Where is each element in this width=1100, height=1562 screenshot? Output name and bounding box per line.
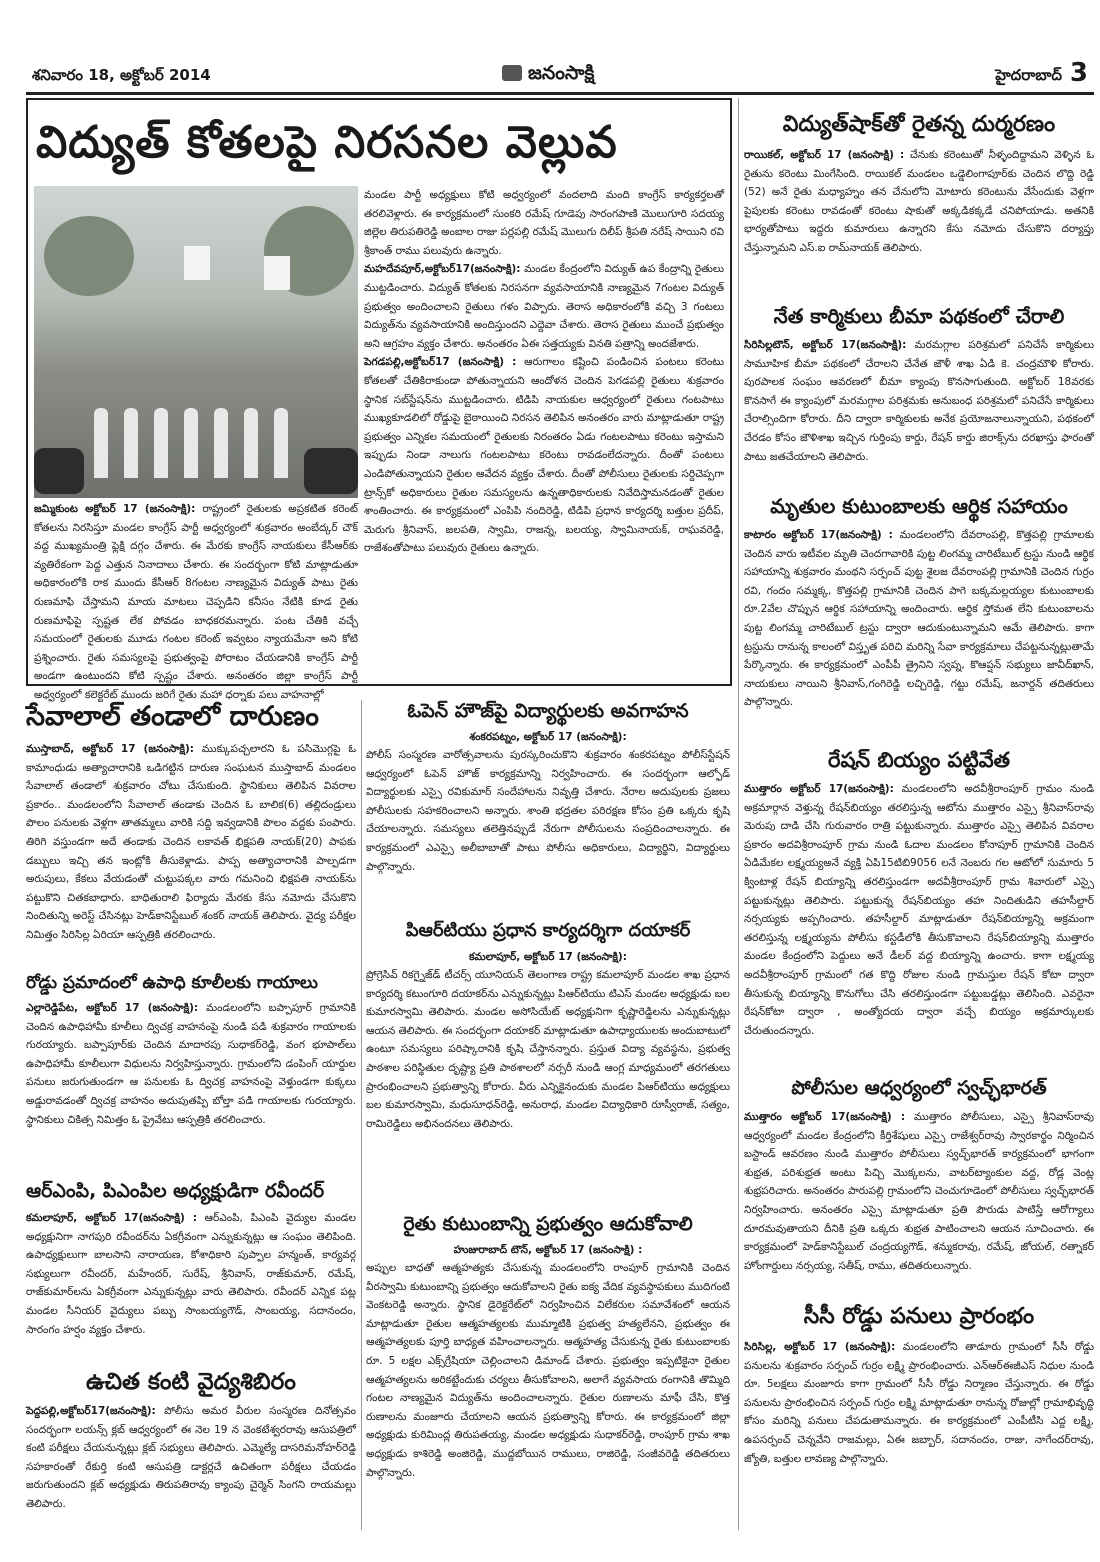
dateline: ముస్తాబాద్‌, అక్టోబర్‌ 17 (జనంసాక్షి):	[26, 743, 195, 755]
issue-date: శనివారం 18, అక్టోబర్‌ 2014	[32, 66, 211, 84]
story-headline: రేషన్‌ బియ్యం పట్టివేత	[828, 748, 1010, 772]
lead-box-left	[26, 98, 28, 686]
logo-icon	[502, 65, 522, 81]
column-rule	[738, 98, 739, 1530]
story-text: మండల పార్టీ అధ్యక్షులు కోటి అధ్వర్యంలో వందలాది మంది కాంగ్రేస్‌ కార్యకర్తలతో తరలివెళ్లారు. ఈ కార్యక్రమంలో సుంకరి రమేష్‌ గూడెపు సారంగపాణి మొలుగూరి సదయ్య జిల్లెల తిరుపతిరెడ్డి అంబాల రాజు పర్లపల్లి రమేష్‌ మొలుగు దిలీప్‌ శ్రీపతి నరేష్‌ సాయిని రవి శ్రీకాంత్‌ రాము పలువురు ఉన్నారు.	[364, 189, 724, 257]
story-text: పోలీస్‌ సంస్మరణ వారోత్సవాలను పురస్కరించుకొని శుక్రవారం శంకరపట్నం పోలీస్‌స్టేషన్‌ ఆధ్వర్యంలో ఓపెన్‌ హౌజ్‌ కార్యక్రమాన్ని నిర్వహించారు. ఈ సందర్భంగా ఆల్ఫోడ్‌ విద్యార్థులకు ఎస్సై రవికుమార్‌ సందేహాలను నివృత్తి చేశారు. నేరాల అదుపులకు ప్రజలు పోలీసులకు సహకరించాలని అన్నారు. శాంతి భద్రతల పరిరక్షణ కోసం ప్రతి ఒక్కరు కృషి చేయాలన్నారు. సమస్యలు తలెత్తినప్పుడే నేరుగా పోలీసులను సంప్రదించాలన్నారు. ఈ కార్యక్రమంలో ఎఎస్సై అలీబాబాతో పాటు పోలీసు అధికారులు, విద్యార్థిని, విద్యార్థులు పాల్గొన్నారు.	[366, 749, 730, 873]
lead-story-col2	[364, 186, 724, 682]
story-text: ఆరుగాలం కష్టించి పండించిన పంటలు కరెంటు కోతలతో చేతికిరాకుండా పోతున్నాయని ఆందోళన చెందిన పెగడపల్లి రైతులు శుక్రవారం స్థానిక సబ్‌స్టేషన్‌ను ముట్టడించారు. టిడిపి నాయకుల ఆధ్వర్యంలో రైతులు గంటపాటు ముఖ్యకూడలిలో రోడ్డుపై బైఠాయించి నిరసన తెలిపిన అనంతరం వారు మాట్లాడుతూ రాష్ట్ర ప్రభుత్వం ఎన్నికల సమయంలో రైతులకు నిరంతరం ఏడు గంటలపాటు కరెంటు ఇస్తామని ఇప్పుడు నిండా నాలుగు గంటలపాటు కరెంటు రావడంలేదన్నారు. దీంతో పంటలు ఎండిపోతున్నాయని రైతుల ఆవేదన వ్యక్తం చేశారు. దీంతో పోలీసులు రైతులకు సర్దిచెప్పగా ట్రాన్స్‌కో అధికారులు రైతుల సమస్యలను ఉన్నతాధికారులకు నివేదిస్తామనడంతో రైతుల శాంతించారు. ఈ కార్యక్రమంలో ఎంపిపి నందిరెడ్డి, టిడిపి ప్రధాన కార్యదర్శి బత్తుల ప్రదీప్‌, మెరుగు శ్రీనివాస్‌, జలపతి, స్వామి, రాజన్న, బలయ్య, స్వామినాయక్‌, రాఘవరెడ్డి, రాజేశంతోపాటు పలువురు రైతులు ఉన్నారు.	[364, 356, 725, 555]
lead-box-right	[730, 98, 732, 686]
dateline: జమ్మికుంట అక్టోబర్‌ 17 (జనంసాక్షి):	[34, 503, 196, 515]
dateline: ముత్తారం అక్టోబర్‌ 17(జనంసాక్షి) :	[744, 1111, 906, 1123]
story-text: రాష్ట్రంలో రైతులకు అప్రకటిత కరెంట్‌ కోతలను నిరసిస్తూ మండల కాంగ్రేస్‌ పార్టీ అధ్వర్యంలో శుక్రవారం అంబేద్కర్‌ చౌక్‌ వద్ద ముఖ్యమంత్రి ఫ్లెక్షి దగ్గం చేశారు. ఈ మేరకు కాంగ్రేస్‌ నాయకులు కేసీఆర్‌కు వ్యతిరేకంగా పెద్ద ఎత్తున నినాదాలు చేశారు. ఈ సందర్బంగా కోటి మాట్లాడుతూ అధికారంలోకి రాక ముందు కేసీఆర్‌ 8గంటల నాణ్యమైన విద్యుత్‌ పాటు రైతు రుణమాఫి చేస్తామని మాయ మాటలు చెప్పడిని కనీసం నేటికి కూడ రైతు రుణమాఫిపై స్పష్టత లేక పోవడం బాధకరమన్నారు. పంట చేతికి వచ్చే సమయంలో రైతులకు మూడు గంటల కరెంట్‌ ఇవ్వటం న్యాయమేనా అని కోటి ప్రశ్నించారు. రైతు సమస్యలపై ప్రభుత్వంపై పోరాటం చేయడానికి కాంగ్రేస్‌ పార్టీ అండగా ఉంటుందని కోటి స్పష్టం చేశారు. అనంతరం జిల్లా కాంగ్రేస్‌ పార్టీ అధ్వర్యంలో కలెక్టరేట్‌ ముందు జరిగే రైతు మహా ధర్నాకు పలు వాహనాల్లో	[34, 503, 358, 701]
story-headline: ఉచిత కంటి వైద్యశిబిరం	[86, 1369, 296, 1395]
dateline: ముత్తారం అక్టోబర్‌ 17(జనంసాక్షి):	[744, 783, 894, 795]
dateline: శంకరపట్నం, అక్టోబర్‌ 17 (జనంసాక్షి):	[469, 731, 627, 743]
column-rule	[361, 700, 362, 1530]
dateline: హుజురాబాద్‌ టౌన్‌, అక్టోబర్‌ 17 (జనంసాక్షి) :	[453, 1244, 643, 1256]
story-text: మండలంలోని అదవీశ్రీరాంపూర్‌ గ్రామం నుండి అక్రమార్గాన వెళ్తున్న రేషన్‌బియ్యం తరలిస్తున్న ఆటోను ముత్తారం ఎస్సై శ్రీనివాస్‌రావు మెరుపు దాడి చేసి గురువారం రాత్రి పట్టుకున్నారు. ముత్తారం ఎస్సై తెలిపిన వివరాల ప్రకారం అదవిశ్రీరాంపూర్‌ గ్రామ నుండి ఓదాల మండలం కోనాపూర్‌ గ్రామానికి చెందిన ఏడిమేకల లక్ష్మయ్యఅనే వ్యక్తి ఏపి15టిబి9056 లనే నెంబరు గల ఆటోలో సుమారు 5 క్వింటాళ్ల రేషన్‌ బియ్యాన్ని తరలిస్తుండగా అదవీశ్రీరాంపూర్‌ గ్రామ శివారులో ఎస్సై పట్టుకున్నట్లు తెలిపారు. పట్టుకున్న రేషన్‌బియ్యం తహ నిందితుడిని తహసీల్దార్‌ నర్సయ్యకు అప్పగించారు. తహసీల్దార్‌ మాట్లాడుతూ రేషన్‌బియ్యాన్ని అక్రమంగా తరలిస్తున్న లక్ష్మయ్యను పోలీసు కస్టడీలోకి తీసుకొవాలని రేషన్‌బియ్యాన్ని ముత్తారం మండల కేంద్రంలోని పెద్దులు అనే డీలర్‌ వద్ద బియ్యాన్ని ఉంచారు. కాగా లక్ష్మయ్య అదవీశ్రీరాంపూర్‌ గ్రామంలో గత కొద్ది రోజుల నుండి గ్రామస్తుల రేషన్‌ కోటా ద్వారా తీసుకున్న బియ్యాన్ని కొనుగోలు చేసి తరలిస్తుండగా పట్టుబడ్డట్లు తెలిసింది. ఎవరైనా రేషన్‌కోటా ద్వారా , అంత్యోదయ ద్వారా వచ్చే బియ్యం అక్రమార్కులకు చేరుతుందన్నారు.	[744, 783, 1094, 1037]
dateline: పెగడపల్లి,అక్టోబర్‌17 (జనంసాక్షి) :	[364, 356, 517, 369]
lead-box-top	[26, 98, 732, 100]
masthead-logo	[502, 62, 594, 89]
story-headline: ఆర్‌ఎంపి, పిఎంపిల అధ్యక్షుడిగా రవీందర్‌	[26, 1180, 325, 1202]
middle-column	[366, 694, 730, 1530]
story-text: మండల కేంద్రంలోని విద్యుత్‌ ఉప కేంద్రాన్ని రైతులు ముట్టడించారు. విద్యుత్‌ కోతలకు నిరసనగా వ్యవసాయానికి నాణ్యమైన 7గంటల విద్యుత్‌ ప్రభుత్వం అందించాలని రైతులు గళం విప్పారు. తెరాస అధికారంలోకి వచ్చి 3 గంటలు విద్యుత్‌ను వ్యవసాయానికి అందిస్తుందని ఎద్దెవా చేశారు. తెరాస రైతులు ముంచే ప్రభుత్వం అని ఆగ్రహం వ్యక్తం చేశారు. అనంతరం ఏఈ సత్తయ్యకు వినతి పత్రాన్ని అందజేశారు.	[364, 263, 724, 350]
dateline: కమలాపూర్‌, అక్టోబర్‌ 17 (జనంసాక్షి):	[469, 951, 627, 963]
dateline: సిరిసిల్లటౌన్‌, అక్టోబర్‌ 17(జనంసాక్షి):	[744, 339, 907, 351]
story-headline: మృతుల కుటుంబాలకు ఆర్థిక సహాయం	[770, 494, 1068, 518]
lead-story-col1	[34, 500, 358, 701]
story-headline: విద్యుత్‌షాక్‌తో రైతన్న దుర్మరణం	[782, 112, 1056, 137]
story-text: అప్పుల బాధతో ఆత్మహత్యకు చేసుకున్న మండలంలోని రాంపూర్‌ గ్రామానికి చెందిన వీరస్వామి కుటుంబాన్ని ప్రభుత్వం ఆదుకోవాలని రైతు ఐక్య వేదిక వ్యవస్థాపకులు ముదిగంటి వెంకటరెడ్డి అన్నారు. స్థానిక డైరెక్టరేట్‌లో నిర్వహించిన విలేకరుల సమావేశంలో ఆయన మాట్లాడుతూ రైతుల ఆత్మహత్యలకు ముమ్మాటికి ప్రభుత్వ హత్యలేనని, ప్రభుత్వం ఈ ఆత్మహత్యలకు పూర్తి బాధ్యత వహించాలన్నారు. ఆత్మహత్య చేసుకున్న రైతు కుటుంబాలకు రూ. 5 లక్షల ఎక్స్‌గ్రేషియా చెల్లించాలని డిమాండ్‌ చేశారు. ప్రభుత్వం ఇప్పటికైనా రైతుల ఆత్మహత్యలను అరికట్టేందుకు చర్యలు తీసుకోవాలని, అలాగే వ్యవసాయ రంగానికి తొమ్మిది గంటల నాణ్యమైన విద్యుత్‌ను అందించాలన్నారు. రైతుల రుణాలను మాఫీ చేసి, కొత్త రుణాలను మంజూరు చేయాలని ఆయన ప్రభుత్వాన్ని కోరారు. ఈ కార్యక్రమంలో జిల్లా అధ్యక్షుడు కురిమింద్ల తిరుపతయ్య, మండల అధ్యక్షుడు సుధాకర్‌రెడ్డి, రాంపూర్‌ గ్రామ శాఖ అధ్యక్షుడు కాశిరెడ్డి అంజిరెడ్డి, ముద్దబోయిన రాములు, రాజిరెడ్డి, సంజీవరెడ్డి తదితరులు పాల్గొన్నారు.	[366, 1262, 730, 1479]
dateline: పెద్దపల్లి,అక్టోబర్‌17(జనంసాక్షి):	[26, 1405, 156, 1417]
edition-city: హైదరాబాద్‌	[995, 66, 1062, 84]
story-headline: నేత కార్మికులు బీమా పథకంలో చేరాలి	[773, 304, 1065, 328]
lead-headline: విద్యుత్‌ కోతలపై నిరసనల వెల్లువ	[36, 117, 618, 168]
story-text: ప్రోగ్రెసివ్‌ రికగ్నైజ్‌డ్‌ టీచర్స్‌ యూనియన్‌ తెలంగాణ రాష్ట్ర కమలాపూర్‌ మండల శాఖ ప్రధాన కార్యదర్శి కటుంగూరి దయాకర్‌ను ఎన్నుకున్నట్లు పిఆర్‌టియు టిఎస్‌ మండల అధ్యక్షుడు బల కుమారస్వామి తెలిపారు. మండల అసోసియేట్‌ అధ్యక్షునిగా కృష్ణారెడ్డిలను ఎన్నుకున్నట్లు ఆయన తెలిపారు. ఈ సందర్భంగా దయాకర్‌ మాట్లాడుతూ ఉపాధ్యాయులకు అందుబాటులో ఉంటూ సమస్యలు పరిష్కారానికి కృషి చేస్తానన్నారు. ప్రస్తుత విద్యా వ్యవస్థను, ప్రభుత్వ పాఠశాల పరిస్థితుల దృష్ట్యా ప్రతి పాఠశాలలో నర్సరీ నుండి ఆంగ్ల మాధ్యమంలో తరగతులు ప్రారంభించాలని ప్రభుత్వాన్ని కోరారు. వీరు ఎన్నికైనందుకు మండల పిఆర్‌టియు అధ్యక్షులు బల కుమారస్వామి, మధుసూధన్‌రెడ్డి, అనురాధ, మండల విద్యాధికారి రూస్వీరాజ్‌, సత్యం, రామిరెడ్డిలు అభినందనలు తెలిపారు.	[366, 969, 730, 1130]
story-headline: రైతు కుటుంబాన్ని ప్రభుత్వం ఆదుకోవాలి	[403, 1213, 693, 1235]
dateline: ఎల్లారెడ్డిపేట, అక్టోబర్‌ 17 (జనంసాక్షి):	[26, 1002, 199, 1014]
left-column	[26, 694, 356, 1530]
story-text: ముత్తారం పోలీసులు, ఎస్సై శ్రీనివాస్‌రావు ఆధ్వర్యంలో మండల కేంద్రంలోని కీర్తిశేషులు ఎస్సై రాజేశ్వర్‌రావు స్వారకార్థం నిర్మించిన బస్టాండ్‌ ఆవరణం నుండి ముత్తారం పోలీసులు స్వచ్ఛ్‌భారత్‌ కార్యక్రమంలో భాగంగా శుభ్రత, పరిశుభ్రత అంటు పిచ్చి మొక్కలను, వాటర్‌ట్యాంకుల వద్ద, రోడ్ల వెంట్ల శుభ్రపరిచారు. అనంతరం పారుపల్లి గ్రామంలోని చెంచుగూడెంలో పోలీసులు స్వచ్ఛ్‌భారత్‌ నిర్వహించారు. అనంతరం ఎస్సై మాట్లాడుతూ ప్రతి పౌరుడు పాటిస్తే ఆరోగ్యాలు దూరమవుతాయని దీనికి ప్రతి ఒక్కరు శుభ్రత పాటించాలని ఆయన సూచించారు. ఈ కార్యక్రమంలో హెడ్‌కానిస్టేబుల్‌ చంద్రయ్యగౌడ్‌, శన్ముకరావు, రమేష్‌, జోయల్‌, రత్నాకర్‌ హోంగార్డులు నర్సయ్య, సతీష్‌, రాము, తదితరులున్నారు.	[744, 1111, 1094, 1272]
dateline: రాయికల్‌, అక్టోబర్‌ 17 (జనంసాక్షి) :	[744, 149, 905, 161]
page-header	[26, 58, 1094, 95]
story-text: మండలంలోని దేవరాంపల్లి, కొత్తపల్లి గ్రామాలకు చెందిన వారు ఇటీవల మృతి చెందగావారికి పుట్ట లింగమ్మ చారిటేబుల్‌ ట్రస్టు నుండి ఆర్థిక సహాయాన్ని శుక్రవారం మంథని సర్పంచ్‌ పుట్ట శైలజ దేవరాంపల్లి గ్రామానికి చెందిన గుర్రం రవి, గందం సమ్మక్క, కొత్తపల్లి గ్రామానికి చెందిన పాగె బక్కమల్లయ్యల కుటుంబాలకు రూ.2వేల చొప్పున ఆర్థిక సహాయాన్ని అందించారు. ఆర్థిక స్తోమత లేని కుటుంబాలను పుట్ట లింగమ్మ చారిటేబుల్‌ ట్రస్టు ద్వారా ఆదుకుంటున్నామని ఆమే తెలిపారు. కాగా ట్రస్టును రానున్న కాలంలో విస్తృత పరిచి మరిన్ని సేవా కార్యక్రమాలు చేపట్టనున్నట్లుతామే పేర్కొన్నారు. ఈ కార్యక్రమంలో ఎంపీపీ త్రైనిని స్వప్న, కొఆప్షన్‌ సభ్యులు జావీద్‌ఖాన్‌, నాయకులు నాయిని శ్రీనివాస్‌,గంగిరెడ్డి లచ్చిరెడ్డి, గట్టు రమేష్‌, జనార్దన్‌ తదితరులు పాల్గొన్నారు.	[744, 529, 1094, 709]
dateline: సిరిసిల్ల, అక్టోబర్‌ 17 (జనంసాక్షి):	[744, 1341, 896, 1353]
page-number: 3	[1069, 58, 1088, 88]
right-column	[744, 104, 1094, 1530]
dateline: మహదేవపూర్‌,అక్టోబర్‌17(జనంసాక్షి):	[364, 263, 521, 276]
story-text: పోలీసు అమర వీరుల సంస్మరణ దినోత్సవం సందర్భంగా లయన్స్‌ క్లబ్‌ ఆధ్వర్యంలో ఈ నెల 19 న వెంకటేశ్వరరావు ఆసుపత్రిలో కంటి పరీక్షలు చేయనున్నట్లు క్లబ్‌ సభ్యులు తెలిపారు. ఎమ్మెల్యే దాసరిమనోహర్‌రెడ్డి సహకారంతో రేకుర్తి కంటి ఆసుపత్రి డాక్టర్లచే ఉచితంగా పరీక్షలు చేయడం జరుగుతుందని క్లబ్‌ అధ్యక్షుడు తిరుపతిరావు క్యాంపు చైర్మెన్‌ సింగని రాయమల్లు తెలిపారు.	[26, 1405, 356, 1510]
story-headline: పోలీసుల ఆధ్వర్యంలో స్వచ్ఛ్‌భారత్‌	[791, 1077, 1047, 1099]
story-text: మండలంలోని తాడూరు గ్రామంలో సీసీ రోడ్డు పనులను శుక్రవారం సర్పంచ్‌ గుర్రం లక్ష్మి ప్రారంభించారు. ఎన్‌ఆర్‌ఈజీఎస్‌ నిధుల నుండి రూ. 5లక్షలు మంజూరు కాగా గ్రామంలో సీసీ రోడ్డు నిర్మాణం చేస్తున్నారు. ఈ రోడ్డు పనులను ప్రారంభించిన సర్పంచ్‌ గుర్రం లక్ష్మి మాట్లాడుతూ రానున్న రోజుల్లో గ్రామాభివృద్ధి కోసం మరిన్ని పనులు చేపడుతామన్నారు. ఈ కార్యక్రమంలో ఎంపీటీసి ఎద్ద లక్ష్మి, ఉపసర్పంచ్‌ చెన్నవేని రాజమల్లు, ఏఈ జబ్బార్‌, సదానందం, రాజు, నాగేందర్‌రావు, జ్యోతి, బత్తుల లావణ్య పాల్గొన్నారు.	[744, 1341, 1094, 1465]
story-text: ముక్కుపచ్చలారని ఓ పసిమొగ్గపై ఓ కామాంధుడు అత్యాచారానికి ఒడిగట్టిన దారుణ సంఘటన ముస్తాబాద్‌ మండలం సేవాలాల్‌ తండాలో శుక్రవారం చోటు చేసుకుంది. స్థానికులు తెలిపిన వివరాల ప్రకారం.. మండలంలోని సేవాలాల్‌ తండాకు చెందిన ఓ బాలిక(6) తల్లిదండ్రులు పొలం పనులకు వెళ్లగా తాతమ్మలు వారికి సద్ది ఇవ్వడానికి పొలం వద్దకు పంపారు. తిరిగి వస్తుండగా అదే తండాకు చెందిన లకావత్‌ భిక్షపతి నాయక్‌(20) పాపకు డబ్బులు ఇచ్చి తన ఇంట్లోకి తీసుకెళ్లాడు. పాప్ప అత్యాచారానికి పాల్పడగా అరుపులు, కేకలు వేయడంతో చుట్టుపక్కల వారు గమనించి భిక్షపతి నాయక్‌ను పట్టుకొని చితకబాధారు. బాధితురాలి ఫిర్యాదు మేరకు కేసు నమోదు చేసుకొని నిందితున్ని అరెస్ట్‌ చేసినట్లు హెడ్‌కానిస్టేబుల్‌ శంకర్‌ నాయక్‌ తెలిపారు. వైద్య పరీక్షల నిమిత్తం సిరిసిల్ల ఏరియా ఆస్పత్రికి తరలించారు.	[26, 743, 356, 941]
dateline: కమలాపూర్‌, అక్టోబర్‌ 17(జనంసాక్షి) :	[26, 1212, 197, 1224]
protest-photo	[34, 186, 358, 498]
story-headline: రోడ్డు ప్రమాదంలో ఉపాధి కూలీలకు గాయాలు	[26, 973, 318, 993]
logo-text: జనంసాక్షి	[528, 62, 595, 84]
story-text: మండలంలోని బప్పాపూర్‌ గ్రామానికి చెందిన ఉపాధిహామీ కూలీలు ద్విచక్ర వాహనంపై నుండి పడి శుక్రవారం గాయాలకు గురయ్యారు. బప్పాపూర్‌కు చెందిన మాదారపు సుధాకర్‌రెడ్డి, వంగ భూపాల్‌లు ఉపాధిహామీ కూలీలుగా విధులను నిర్వహిస్తున్నారు. గ్రామంలోని డంపింగ్‌ యార్డుల పనులు జరుగుతుండగా ఆ పనులకు ఓ ద్విచక్ర వాహనంపై వెళ్తుండగా కుక్కలు అడ్డురావడంతో ద్విచక్ర వాహనం అదుపుతప్పి బోల్తా పడి గాయాలకు గురయ్యారు. స్థానికులు చికిత్స నిమిత్తం ఓ ప్రైవేటు ఆస్పత్రికి తరలించారు.	[26, 1002, 356, 1126]
dateline: కాటారం అక్టోబర్‌ 17(జనంసాక్షి) :	[744, 529, 893, 541]
story-headline: సీసీ రోడ్డు పనులు ప్రారంభం	[803, 1304, 1035, 1329]
story-text: ఆర్‌ఎంపి, పిఎంపి వైద్యుల మండల అధ్యక్షునిగా నాగపురి రవీందర్‌ను ఏకగ్రీవంగా ఎన్నుకున్నట్లు ఆ సంఘం తెలిపింది. ఉపాధ్యక్షులుగా బాలసాని నారాయణ, కోశాధికారి పుప్పాల హన్మంత్‌, కార్యవర్గ సభ్యులుగా రవీందర్‌, మహేందర్‌, సురేష్‌, శ్రీనివాస్‌, రాజ్‌కుమార్‌, రమేష్‌, రాజ్‌కుమార్‌లను ఏకగ్రీవంగా ఎన్నుకున్నట్లు వారు తెలిపారు. రవీందర్‌ ఎన్నిక పట్ల మండల సీనియర్‌ వైద్యులు పబ్బు సాంబయ్యగౌడ్‌, సాంబయ్య, సదానందం, సారంగం హర్షం వ్యక్తం చేశారు.	[26, 1212, 356, 1336]
story-headline: సేవాలాల్‌ తండాలో దారుణం	[26, 701, 319, 732]
story-text: చేనుకు కరెంటుతో నీళ్ళందిద్దామని వెళ్ళిన ఓ రైతును కరెంటు మింగేసింది. రాయికల్‌ మండలం ఒడ్డెలింగాపూర్‌కు చెందిన లొద్ది రెడ్డి (52) అనే రైతు మధ్యాహ్నం తన చేనులోని మోటారు కరెంటును వేసేందుకు వెళ్లగా పైపులకు కరెంటు రావడంతో కరెంటు షాకుతో అక్కడికక్కడే చనిపోయాడు. అతనికి భార్యతోపాటు ఇద్దరు కుమారులు ఉన్నారని కేసు నమోదు చేసుకొని దర్యాప్తు చేస్తున్నామని ఎస్‌.ఐ రామ్‌నాయక్‌ తెలిపారు.	[744, 149, 1094, 254]
story-headline: ఓపెన్‌ హౌజ్‌పై విద్యార్థులకు అవగాహన	[407, 700, 689, 722]
story-headline: పిఆర్‌టియు ప్రధాన కార్యదర్శిగా దయాకర్‌	[405, 920, 691, 941]
story-text: మరమగ్గాల పరిశ్రమలో పనిచేసే కార్మికులు సామూహిక బీమా పథకంలో చేరాలని చేనేత జౌళీ శాఖ ఏడి కె. చంద్రమౌళి కోరారు. పురపాలక సంఘం ఆవరణలో బీమా క్యాంపు కొనసాగుతుంది. అక్టోబర్‌ 18వరకు కొనసాగే ఈ క్యాంపులో మరమగ్గాల పరిశ్రమకు అనుబంధ పరిశ్రమలో పనిచేసే కార్మికులు చేరాల్సిందిగా కోరారు. దీని ద్వారా కార్మికులకు అనేక ప్రయోజనాలున్నాయని, పథకంలో చేరడం కోసం జౌళిశాఖ ఇచ్చిన గుర్తింపు కార్డు, రేషన్‌ కార్డు జిరాక్స్‌ను దరఖాస్తు ఫారంతో పాటు జతచేయాలని తెలిపారు.	[744, 339, 1095, 463]
